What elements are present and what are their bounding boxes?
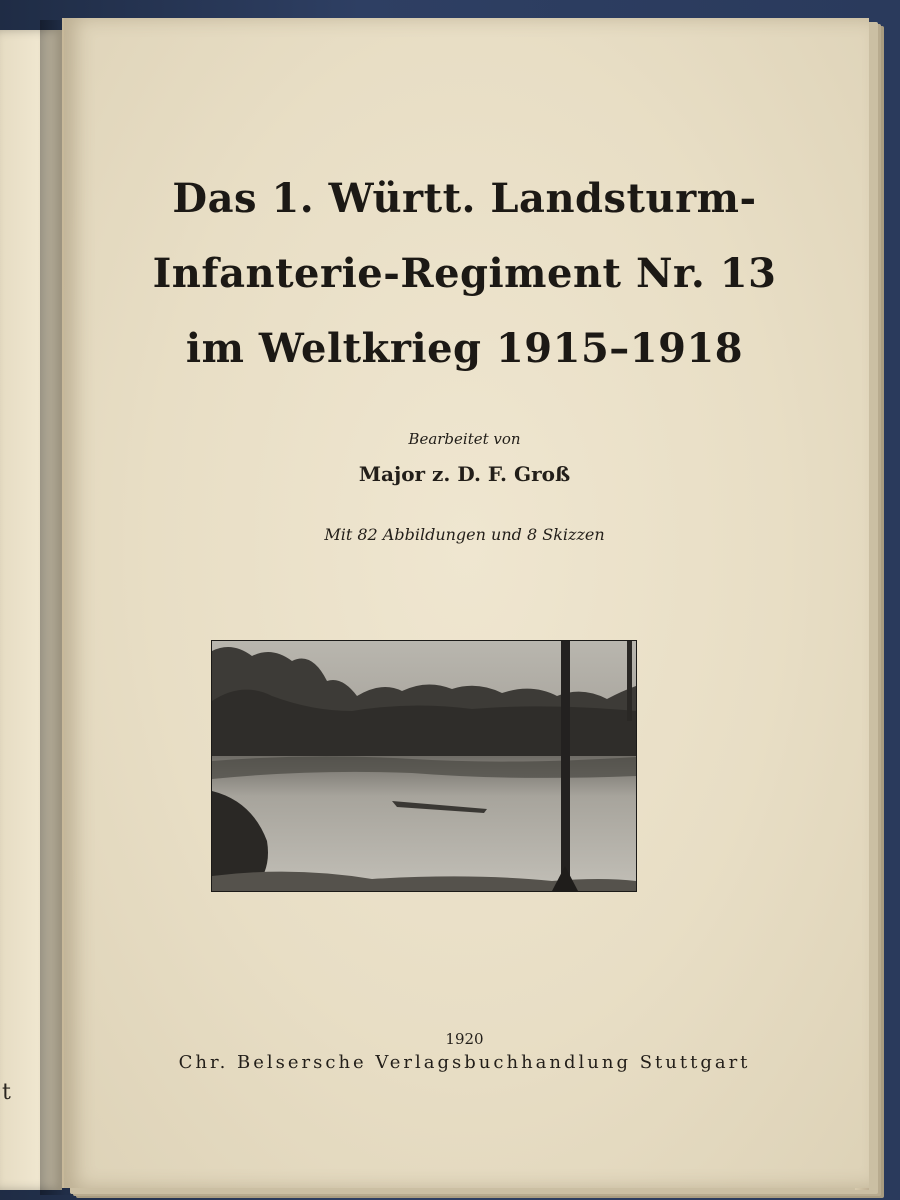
title-line-3: im Weltkrieg 1915–1918 xyxy=(185,325,744,372)
edited-by-label: Bearbeitet von xyxy=(408,430,521,448)
publication-year: 1920 xyxy=(445,1030,484,1048)
publisher-line: Chr. Belsersche Verlagsbuchhandlung Stuttgart xyxy=(178,1052,751,1073)
frontispiece-photo xyxy=(211,640,637,892)
left-page-edge-text: t xyxy=(2,1080,11,1105)
author-name: Major z. D. F. Groß xyxy=(358,462,571,486)
flooded-forest-image xyxy=(212,641,636,891)
title-line-2: Infanterie-Regiment Nr. 13 xyxy=(152,250,777,297)
title-line-1: Das 1. Württ. Landsturm- xyxy=(172,175,757,222)
illustrations-note: Mit 82 Abbildungen und 8 Skizzen xyxy=(324,525,605,544)
